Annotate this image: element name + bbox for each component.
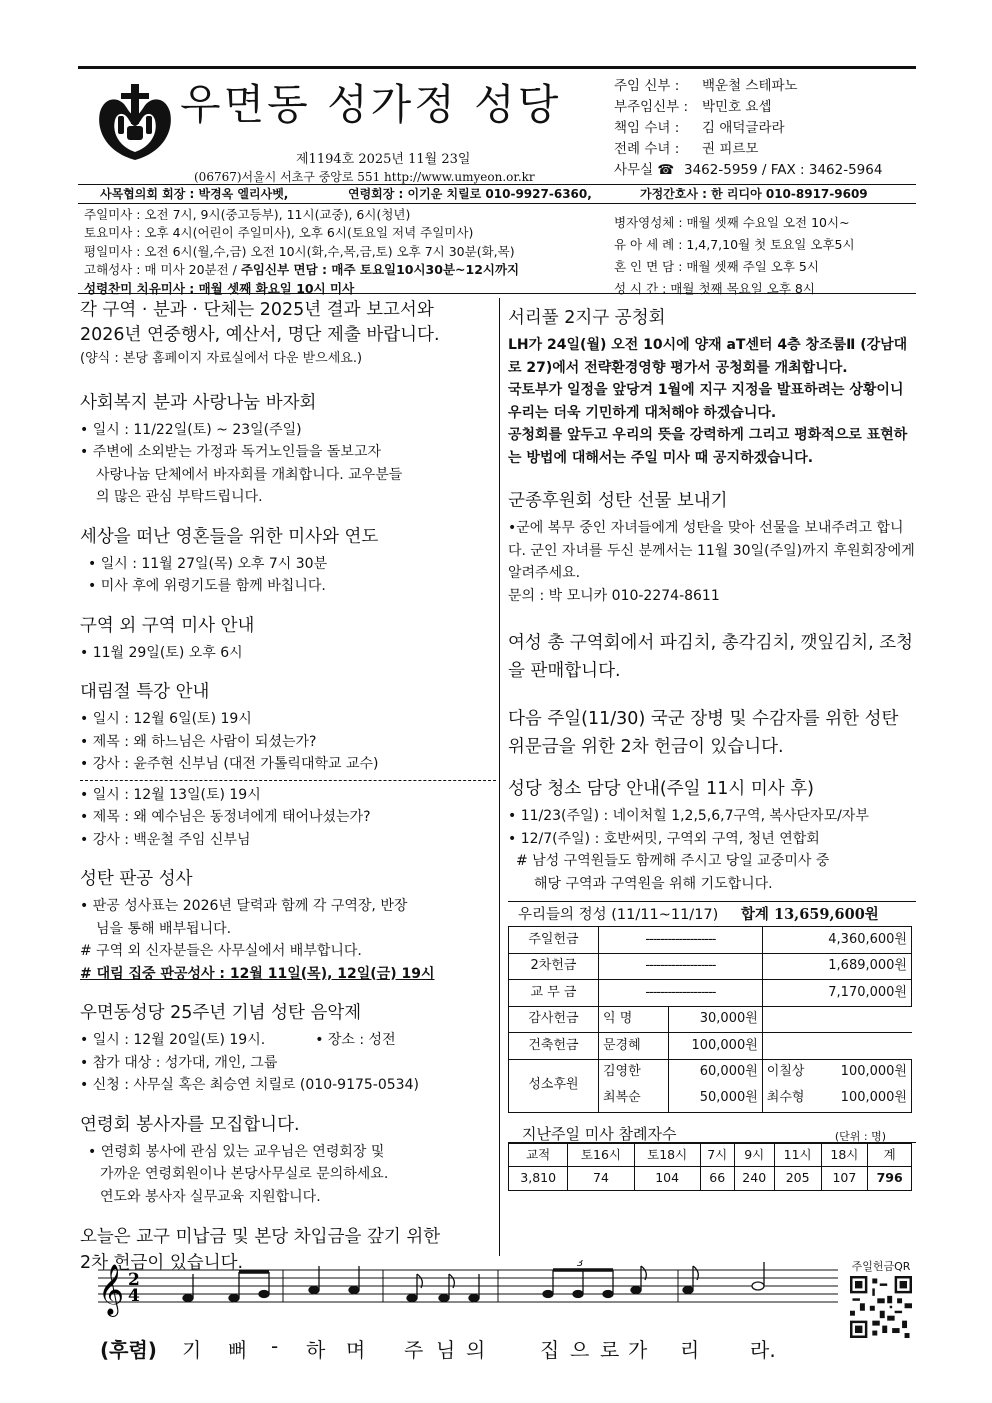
staff-name: 권 피르모 [702, 141, 759, 157]
donor-amount: 60,000원 [669, 1059, 763, 1086]
parish-address: (06767)서울시 서초구 중앙로 551 http://www.umyeon.or.kr [194, 170, 535, 184]
staff-role: 사무실 ☎ [614, 162, 675, 178]
staff-role: 전례 수녀 : [614, 141, 680, 157]
donor-name: 최복순 [599, 1086, 669, 1113]
staff-role: 책임 수녀 : [614, 120, 680, 136]
offering-label: 주일헌금 [509, 927, 599, 954]
staff-name: 백운철 스테파노 [702, 78, 798, 94]
lyrics-row [78, 1334, 838, 1364]
attendance-value: 66 [700, 1167, 734, 1191]
lyric-syllable: 가 [628, 1338, 648, 1362]
notice-line: 해당 구역과 구역원을 위해 기도합니다. [534, 875, 773, 892]
offering-header [508, 904, 916, 926]
qr-label: 주일헌금QR [851, 1260, 911, 1273]
concert-date: • 일시 : 12월 20일(토) 19시. [80, 1032, 266, 1048]
parish-logo [94, 82, 176, 166]
lyric-syllable: 집 [540, 1338, 560, 1362]
offering-label: 2차헌금 [509, 953, 599, 980]
notice-line: • 일시 : 12월 6일(토) 19시 [80, 711, 252, 727]
office-phone: 3462-5959 / FAX : 3462-5964 [684, 162, 883, 178]
notice-line: • 강사 : 윤주현 신부님 (대전 가톨릭대학교 교수) [80, 756, 379, 772]
notice-advent-lecture [80, 680, 496, 851]
staff-row [614, 76, 914, 97]
offering-label: 건축헌금 [509, 1033, 599, 1060]
mass-schedule [78, 206, 916, 294]
issue-number-date: 제1194호 2025년 11월 23일 [296, 152, 471, 167]
sunday-mass: 주일미사 : 오전 7시, 9시(중고등부), 11시(교중), 6시(청년) [84, 207, 411, 222]
notice-line: • 참가 대상 : 성가대, 개인, 그룹 [80, 1054, 278, 1071]
offering-label: 성소후원 [509, 1059, 599, 1112]
offering-amount: 7,170,000원 [762, 980, 911, 1007]
notice-heading: 구역 외 구역 미사 안내 [80, 615, 255, 636]
music-staff [78, 1260, 838, 1330]
offering-label: 교 무 금 [509, 980, 599, 1007]
notice-line [80, 1029, 496, 1052]
donor-amount: 100,000원 [669, 1033, 763, 1060]
attendance-col-header: 교적 [509, 1143, 568, 1167]
offering-dash: ------------------- [599, 927, 763, 954]
attendance-col-header: 토18시 [634, 1143, 700, 1167]
notice-heading: 대림절 특강 안내 [80, 682, 210, 702]
staff-row [614, 139, 914, 160]
notice-note: (양식 : 본당 홈페이지 자료실에서 다운 받으세요.) [80, 351, 363, 366]
notice-military-collection [508, 705, 916, 761]
notes [183, 1262, 764, 1302]
notice-heading: 2026년 연중행사, 예산서, 명단 제출 바랍니다. [80, 325, 440, 345]
notice-line: # 대림 집중 판공성사 : 12월 11일(목), 12일(금) 19시 [80, 965, 435, 982]
notice-report-submission [80, 298, 496, 371]
holy-hour: 성 시 간 : 매월 첫째 목요일 오후 8시 [614, 281, 815, 296]
attendance-value: 240 [734, 1167, 774, 1191]
lyric-syllable: 기 [182, 1338, 202, 1362]
refrain-music [78, 1260, 838, 1360]
notice-public-hearing [508, 306, 916, 469]
notice-kimchi-sale [508, 629, 916, 685]
staff-name: 박민호 요셉 [702, 99, 772, 115]
attendance-value: 107 [821, 1167, 868, 1191]
attendance-col-header: 11시 [774, 1143, 821, 1167]
attendance-col-header: 계 [868, 1143, 912, 1167]
offering-row [509, 1033, 912, 1060]
notice-heading: 사회복지 분과 사랑나눔 바자회 [80, 392, 317, 413]
notice-line: 의 많은 관심 부탁드립니다. [96, 489, 263, 505]
staff-row [614, 160, 914, 181]
notice-line: 가까운 연령회원이나 본당사무실로 문의하세요. [100, 1166, 389, 1182]
notice-memorial-mass [80, 525, 496, 598]
lyric-syllable: 으 [570, 1338, 590, 1362]
notice-heading: 성탄 판공 성사 [80, 869, 193, 889]
confession-line [84, 261, 604, 279]
notice-military-gift [508, 489, 916, 607]
time-signature-top: 2 [128, 1270, 140, 1290]
attendance-unit: (단위 : 명) [834, 1129, 886, 1143]
notice-heading: 각 구역 · 분과 · 단체는 2025년 결과 보고서와 [80, 300, 434, 320]
staff-name: 김 애덕글라라 [702, 120, 785, 136]
notice-outside-district-mass [80, 614, 496, 665]
notice-line: 사랑나눔 단체에서 바자회를 개최합니다. 교우분들 [96, 466, 403, 483]
notice-line: • 주변에 소외받는 가정과 독거노인들을 돌보고자 [80, 444, 381, 460]
notice-cleaning [508, 777, 916, 895]
notice-line: • 11/23(주일) : 네이처힐 1,2,5,6,7구역, 복사단자모/자부 [508, 808, 869, 824]
offering-label: 감사헌금 [509, 1006, 599, 1033]
confession: 고해성사 : 매 미사 20분전 / [84, 262, 241, 278]
notice-line: # 구역 외 신자분들은 사무실에서 배부합니다. [80, 943, 362, 959]
attendance-col-header: 18시 [821, 1143, 868, 1167]
attendance-value: 104 [634, 1167, 700, 1191]
staff-row [614, 97, 914, 118]
offering-dash: ------------------- [599, 980, 763, 1007]
notice-line: • 일시 : 12월 13일(토) 19시 [80, 786, 261, 803]
pastor-meeting: 주임신부 면담 : 매주 토요일10시30분~12시까지 [240, 262, 520, 278]
notice-line: • 제목 : 왜 하느님은 사람이 되셨는가? [80, 733, 317, 750]
lyric-syllable: 뻐 [228, 1338, 248, 1362]
triplet-mark: 3 [576, 1260, 584, 1269]
notice-line: • 12/7(주일) : 호반써밋, 구역외 구역, 청년 연합회 [508, 830, 820, 847]
offering-amount: 1,689,000원 [762, 953, 911, 980]
qr-code-icon[interactable] [850, 1276, 912, 1338]
offering-title: 우리들의 정성 [518, 907, 607, 923]
council-president: 사목협의회 회장 : 박경옥 엘리사벳, [100, 187, 289, 201]
lyric-syllable: 의 [466, 1338, 486, 1362]
notice-paragraph: LH가 24일(월) 오전 10시에 양재 aT센터 4층 창조룸Ⅱ (강남대로 27)에서 전략환경영향 평가서 공청회를 개최합니다. [508, 337, 908, 376]
notice-paragraph: 여성 총 구역회에서 파김치, 총각김치, 깻잎김치, 조청을 판매합니다. [508, 633, 914, 681]
attendance-title: 지난주일 미사 참례자수 [522, 1124, 677, 1143]
attendance-header [508, 1123, 916, 1143]
notice-line: • 제목 : 왜 예수님은 동정녀에게 태어나셨는가? [80, 809, 371, 825]
notice-line: 연도와 봉사자 실무교육 지원합니다. [100, 1188, 321, 1205]
offering-dash: ------------------- [599, 953, 763, 980]
treble-clef-icon: 𝄞 [98, 1264, 125, 1315]
notice-paragraph: 국토부가 일정을 앞당겨 1월에 지구 지정을 발표하려는 상황이니 우리는 더욱 기민하게 대처해야 하겠습니다. [508, 382, 904, 421]
mass-schedule-left [84, 206, 604, 298]
attendance-table [508, 1143, 912, 1191]
top-rule [78, 66, 916, 69]
attendance-value: 3,810 [509, 1167, 568, 1191]
notice-christmas-concert [80, 1001, 496, 1097]
notice-heading: 세상을 떠난 영혼들을 위한 미사와 연도 [80, 526, 379, 547]
notice-heading: 서리풀 2지구 공청회 [508, 308, 666, 328]
notice-heading: 성당 청소 담당 안내(주일 11시 미사 후) [508, 779, 814, 799]
offering-row [509, 980, 912, 1007]
sick-communion: 병자영성체 : 매월 셋째 수요일 오전 10시~ [614, 215, 850, 230]
concert-venue: • 장소 : 성전 [315, 1032, 396, 1048]
offering-row [509, 953, 912, 980]
notice-line: • 일시 : 11월 27일(목) 오후 7시 30분 [88, 555, 328, 572]
notice-heading: 군종후원회 성탄 선물 보내기 [508, 491, 728, 511]
home-nurse: 가정간호사 : 한 리디아 010-8917-9609 [640, 187, 868, 201]
notice-christmas-confession [80, 867, 496, 985]
notice-volunteer-recruit [80, 1113, 496, 1209]
donor-name: 문경혜 [599, 1033, 669, 1060]
attendance-value: 74 [568, 1167, 634, 1191]
offering-qr[interactable] [846, 1258, 916, 1341]
lyric-syllable: 하 [306, 1338, 326, 1362]
donor-amount: 100,000원 [818, 1059, 911, 1086]
donor-name: 최수형 [762, 1086, 818, 1113]
donor-name: 이칠상 [762, 1059, 818, 1086]
offering-total: 합계 13,659,600원 [740, 906, 879, 923]
notice-contact: 문의 : 박 모니카 010-2274-8611 [508, 587, 720, 604]
notice-line: # 남성 구역원들도 함께해 주시고 당일 교중미사 중 [516, 853, 830, 869]
staff-role: 부주임신부 : [614, 99, 689, 115]
offering-table [508, 926, 912, 1113]
notice-line: • 일시 : 11/22일(토) ~ 23일(주일) [80, 421, 302, 438]
donor-amount: 50,000원 [669, 1086, 763, 1113]
saturday-mass: 토요미사 : 오후 4시(어린이 주일미사), 오후 6시(토요일 저녁 주일미사) [84, 225, 474, 241]
left-column [80, 298, 496, 1276]
parish-title: 우면동 성가정 성당 [180, 80, 562, 129]
attendance-total: 796 [868, 1167, 912, 1191]
notice-paragraph: 공청회를 앞두고 우리의 뜻을 강력하게 그리고 평화적으로 표현하는 방법에 대해서는 주일 미사 때 공지하겠습니다. [508, 427, 908, 466]
attendance-value: 205 [774, 1167, 821, 1191]
column-divider [499, 298, 500, 1256]
offering-amount: 4,360,600원 [762, 927, 911, 954]
council-bar [78, 184, 916, 204]
donor-amount: 30,000원 [669, 1006, 763, 1033]
notice-line: 오늘은 교구 미납금 및 본당 차입금을 갚기 위한 [80, 1227, 441, 1247]
notice-paragraph: •군에 복무 중인 자녀들에게 성탄을 맞아 선물을 보내주려고 합니다. 군인 자녀를 두신 분께서는 11월 30일(주일)까지 후원회장에게 알려주세요. [508, 520, 915, 581]
notice-line: • 신청 : 사무실 혹은 최승연 치릴로 (010-9175-0534) [80, 1077, 419, 1093]
notice-line: 2차 헌금이 있습니다. [80, 1253, 244, 1273]
notice-line: • 연령회 봉사에 관심 있는 교우님은 연령회장 및 [88, 1143, 385, 1160]
offering-row [509, 1059, 912, 1086]
bulletin-page [78, 60, 916, 1360]
notice-line: • 미사 후에 위령기도를 함께 바칩니다. [88, 578, 326, 594]
weekday-mass: 평일미사 : 오전 6시(월,수,금) 오전 10시(화,수,목,금,토) 오후 7시 30분(화,목) [84, 243, 515, 259]
offering-section [508, 901, 916, 1113]
attendance-col-header: 7시 [700, 1143, 734, 1167]
lyric-syllable: - [271, 1334, 279, 1358]
donor-name: 익 명 [599, 1006, 669, 1033]
lyric-syllable: 님 [436, 1338, 456, 1362]
lyric-syllable: 주 [404, 1338, 424, 1362]
marriage-interview: 혼 인 면 담 : 매월 셋째 주일 오후 5시 [614, 259, 819, 274]
offering-row [509, 1006, 912, 1033]
staff-role: 주임 신부 : [614, 78, 680, 94]
right-column [508, 298, 916, 1191]
lyric-syllable: 리 [680, 1338, 700, 1362]
offering-period: (11/11~11/17) [611, 907, 719, 923]
attendance-col-header: 9시 [734, 1143, 774, 1167]
infant-baptism: 유 아 세 례 : 1,4,7,10월 첫 토요일 오후5시 [614, 237, 855, 252]
notice-heading: 우면동성당 25주년 기념 성탄 음악제 [80, 1003, 362, 1023]
staff-list [614, 76, 914, 181]
notice-line: • 판공 성사표는 2026년 달력과 함께 각 구역장, 반장 [80, 898, 408, 914]
notice-heading: 연령회 봉사자를 모집합니다. [80, 1114, 300, 1135]
funeral-committee-head: 연령회장 : 이기운 치릴로 010-9927-6360, [348, 187, 592, 201]
notice-paragraph: 다음 주일(11/30) 국군 장병 및 수감자를 위한 성탄 위문금을 위한 2차 헌금이 있습니다. [508, 709, 899, 757]
time-signature-bottom: 4 [128, 1286, 140, 1306]
notice-line: 님을 통해 배부됩니다. [96, 920, 232, 937]
staff-row [614, 118, 914, 139]
offering-row [509, 927, 912, 954]
donor-name: 김영한 [599, 1059, 669, 1086]
refrain-label: (후렴) [100, 1338, 157, 1362]
notice-bazaar [80, 391, 496, 509]
dashed-divider [80, 780, 496, 781]
attendance-value-row [509, 1167, 912, 1191]
sacrament-schedule [614, 212, 914, 300]
healing-mass: 성령찬미 치유미사 : 매월 셋째 화요일 10시 미사 [84, 280, 355, 296]
attendance-col-header: 토16시 [568, 1143, 634, 1167]
lyric-syllable: 라. [750, 1338, 776, 1362]
notice-line: • 강사 : 백운철 주임 신부님 [80, 831, 251, 848]
lyric-syllable: 며 [346, 1338, 366, 1362]
notice-line: • 11월 29일(토) 오후 6시 [80, 644, 243, 661]
donor-amount: 100,000원 [818, 1086, 911, 1113]
attendance-section [508, 1123, 916, 1191]
lyric-syllable: 로 [600, 1338, 620, 1362]
